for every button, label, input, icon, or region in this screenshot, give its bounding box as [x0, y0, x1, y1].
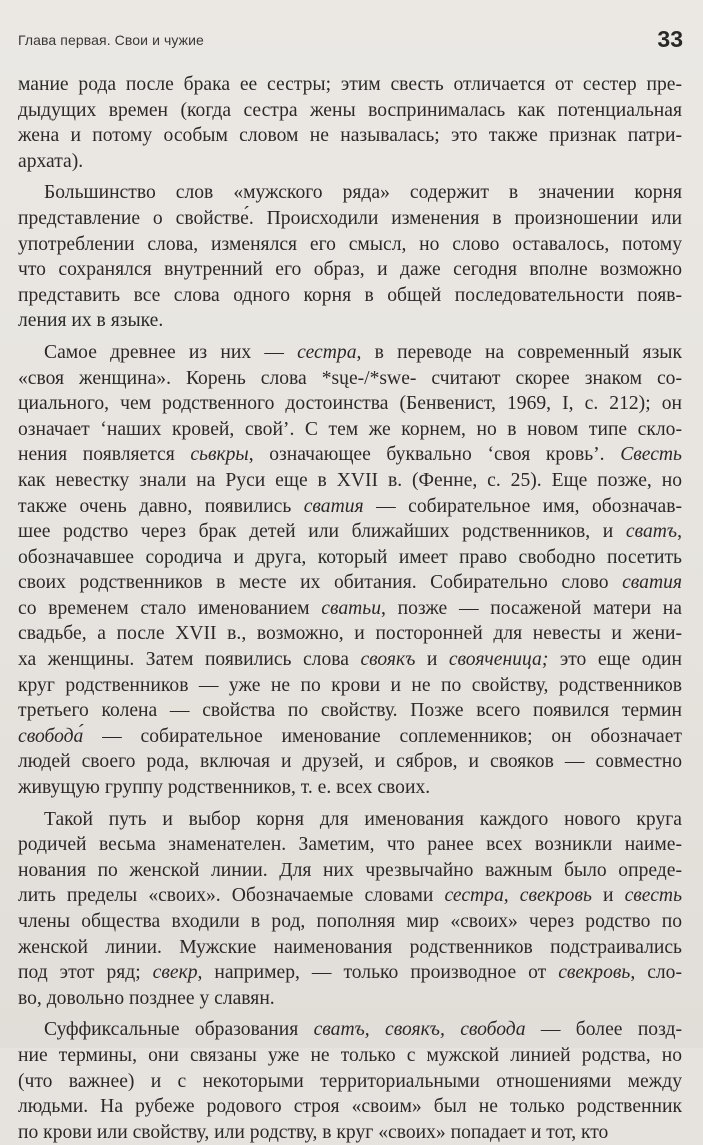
paragraph: [18, 72, 682, 174]
text-line: [18, 391, 682, 417]
text-line: [18, 724, 682, 750]
text-line: [18, 1017, 682, 1043]
text-run: нования по женской линии. Для них чрезвычайно важным было опреде-: [18, 859, 682, 881]
italic-term: свесть: [624, 885, 682, 907]
text-run: представление о свойстве́. Происходили изменения в произношении или: [18, 207, 682, 229]
text-line: [18, 832, 682, 858]
paragraph: [18, 340, 682, 801]
text-run: лить пределы «своих». Обозначаемые словами: [18, 885, 445, 907]
text-line: [18, 98, 682, 124]
text-run: Такой путь и выбор корня для именования каждого нового круга: [44, 808, 682, 830]
italic-term: сестра, свекровь: [444, 885, 592, 907]
paragraph: [18, 180, 682, 334]
text-run: циального, чем родственного достоинства (Бенвенист, 1969, I, с. 212); он: [18, 393, 682, 415]
italic-term: свекр: [152, 962, 198, 984]
text-run: ления их в языке.: [18, 310, 164, 332]
text-run: шее родство через брак детей или ближайших родственников, и: [18, 521, 626, 543]
italic-term: сватия: [303, 495, 364, 517]
body-text: [18, 72, 682, 1145]
text-run: Суффиксальные образования: [44, 1019, 314, 1041]
text-line: [18, 596, 682, 622]
text-line: [18, 1094, 682, 1120]
text-run: это еще один: [548, 649, 682, 671]
text-line: [18, 545, 682, 571]
text-run: своих родственников в месте их обитания. Собирательно слово: [18, 572, 623, 594]
text-line: [18, 340, 682, 366]
text-line: [18, 1120, 682, 1145]
text-run: также очень давно, появились: [18, 495, 304, 517]
text-run: во, довольно позднее у славян.: [18, 987, 275, 1009]
text-run: , например, — только производное от: [197, 962, 559, 984]
text-line: [18, 570, 682, 596]
text-run: людьми. На рубеже родового строя «своим» был не только родственник: [18, 1096, 682, 1118]
text-run: , означающее буквально ‘своя кровь’.: [248, 444, 621, 466]
text-line: [18, 366, 682, 392]
text-run: употреблении слова, изменялся его смысл, но слово оставалось, потому: [18, 233, 682, 255]
text-run: нения появляется: [18, 444, 191, 466]
italic-term: сватьи: [321, 597, 382, 619]
italic-term: сватия: [622, 572, 682, 594]
text-line: [18, 206, 682, 232]
italic-term: свобода́: [18, 725, 84, 747]
text-run: что сохранялся внутренний его образ, и даже сегодня вполне возможно: [18, 259, 682, 281]
text-run: архата).: [18, 150, 84, 172]
text-line: [18, 807, 682, 833]
text-run: ,: [677, 521, 682, 543]
text-line: [18, 180, 682, 206]
text-line: [18, 232, 682, 258]
text-line: [18, 749, 682, 775]
text-line: [18, 1043, 682, 1069]
text-run: и: [591, 885, 625, 907]
text-line: [18, 935, 682, 961]
text-line: [18, 1069, 682, 1095]
text-line: [18, 468, 682, 494]
text-line: [18, 72, 682, 98]
text-run: свадьбе, а после XVII в., возможно, и посторонней для невесты и жени-: [18, 623, 682, 645]
italic-term: сестра: [297, 341, 357, 363]
text-line: [18, 673, 682, 699]
text-run: круг родственников — уже не по крови и не по свойству, родственников: [18, 674, 682, 696]
text-run: — собирательное имя, обозначав-: [363, 495, 682, 517]
text-line: [18, 149, 682, 175]
text-run: — собирательное именование соплеменников; он обозначает: [83, 725, 682, 747]
text-line: [18, 621, 682, 647]
italic-term: своякъ: [360, 649, 416, 671]
italic-term: Свесть: [620, 444, 682, 466]
text-line: [18, 494, 682, 520]
text-run: (что важнее) и с некоторыми территориальными отношениями между: [18, 1070, 682, 1092]
text-run: «своя женщина». Корень слова *sųe-/*swe- считают скорее знаком со-: [18, 367, 682, 389]
text-line: [18, 775, 682, 801]
text-run: как невестку знали на Руси еще в XVII в. (Фенне, с. 25). Еще позже, но: [18, 469, 682, 491]
text-run: , позже — посаженой матери на: [381, 597, 682, 619]
italic-term: свояченица;: [448, 649, 549, 671]
page-header: [18, 26, 683, 56]
text-run: представить все слова одного корня в общей последовательности появ-: [18, 284, 682, 306]
running-head: Глава первая. Свои и чужие: [18, 32, 204, 48]
text-run: ние термины, они связаны уже не только с мужской линией родства, но: [18, 1044, 682, 1066]
text-run: людей своего рода, включая и друзей, и сябров, и свояков — совместно: [18, 751, 682, 773]
text-run: , сло-: [630, 962, 683, 984]
text-line: [18, 883, 682, 909]
italic-term: сватъ: [625, 521, 678, 543]
text-line: [18, 986, 682, 1012]
text-run: третьего колена — свойства по свойству. Позже всего появился термин: [18, 700, 682, 722]
text-run: по крови или свойству, или родству, в круг «своих» попадает и тот, кто: [18, 1121, 609, 1143]
text-line: [18, 257, 682, 283]
text-run: живущую группу родственников, т. е. всех своих.: [18, 777, 431, 799]
italic-term: свекровь: [558, 962, 631, 984]
text-run: женской линии. Мужские наименования родственников подстраивались: [18, 936, 682, 958]
text-run: члены общества входили в род, пополняя мир «своих» через родство по: [18, 911, 682, 932]
text-run: и: [415, 649, 449, 671]
text-line: [18, 417, 682, 443]
italic-term: сватъ, своякъ, свобода: [313, 1019, 526, 1041]
italic-term: сьвкры: [190, 444, 249, 466]
text-run: родичей весьма знаменателен. Заметим, что ранее всех возникли наиме-: [18, 834, 682, 856]
text-line: [18, 123, 682, 149]
text-run: означает ‘наших кровей, свой’. С тем же корнем, но в новом типе скло-: [18, 418, 682, 440]
text-run: — более позд-: [525, 1019, 682, 1041]
text-line: [18, 283, 682, 309]
text-line: [18, 909, 682, 935]
text-run: , в переводе на современный язык: [356, 341, 682, 363]
text-line: [18, 308, 682, 334]
paragraph: [18, 807, 682, 1012]
text-line: [18, 519, 682, 545]
text-line: [18, 858, 682, 884]
text-line: [18, 698, 682, 724]
text-run: Большинство слов «мужского ряда» содержит в значении корня: [44, 182, 682, 204]
text-run: Самое древнее из них —: [44, 341, 298, 363]
text-run: ха женщины. Затем появились слова: [18, 649, 361, 671]
text-run: мание рода после брака ее сестры; этим свесть отличается от сестер пре-: [18, 74, 682, 95]
text-line: [18, 442, 682, 468]
paragraph: [18, 1017, 682, 1145]
text-line: [18, 647, 682, 673]
text-run: под этот ряд;: [18, 962, 153, 984]
page-number: 33: [657, 26, 683, 52]
text-run: дыдущих времен (когда сестра жены воспринималась как потенциальная: [18, 99, 682, 121]
text-run: жена и потому особым словом не называлась; это также признак патри-: [18, 125, 682, 147]
text-run: обозначавшее сородича и друга, который имеет право свободно посетить: [18, 546, 682, 568]
text-line: [18, 960, 682, 986]
text-run: со временем стало именованием: [18, 597, 322, 619]
